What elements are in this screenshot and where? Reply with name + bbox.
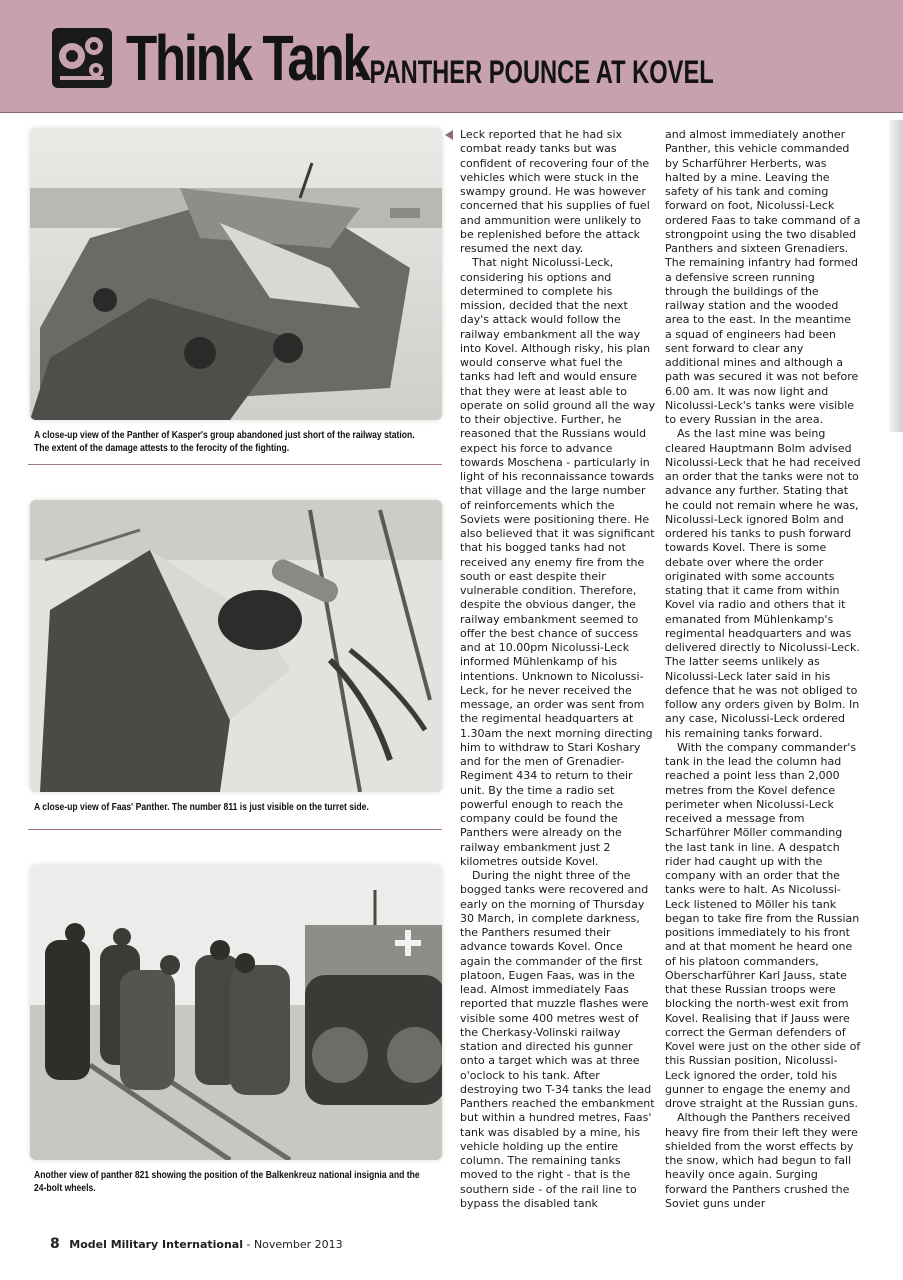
paragraph: During the night three of the bogged tanks were recovered and early on the morning of Thursday 30 March, in complete darkness, the Panthers resumed their advance towards Kovel. Once again the commander of the first platoon, Eugen Faas, was in the lead. Almost immediately Faas reported that muzzle flashes were visible some 400 metres west of the Cherkasy-Volinski railway station and directed his gunner onto a target which was at three o'oclock to his tank. After destroying two T-34 tanks the lead Panthers reached the embankment but within a hundred metres, Faas' tank was disabled by a mine, his vehicle holding up the entire column. The remaining tanks moved to the right - that is the southern side - of the rail line to bypass the disabled tank	[460, 869, 655, 1210]
magazine-name: Model Military International	[69, 1238, 243, 1251]
photo-panther-821	[30, 865, 442, 1160]
page-header	[0, 0, 903, 113]
page-edge	[889, 120, 903, 432]
issue-date: - November 2013	[246, 1238, 343, 1251]
divider	[28, 464, 442, 465]
divider	[28, 829, 442, 830]
gear-tank-logo-icon	[50, 26, 114, 90]
paragraph: As the last mine was being cleared Hauptmann Bolm advised Nicolussi-Leck that he had received an order that the tanks were not to advance any further. Stating that he could not remain where he was, Nicolussi-Leck ignored Bolm and ordered his tanks to push forward towards Kovel. There is some debate over where the order originated with some accounts stating that it came from within Kovel via radio and others that it emanated from Mühlenkamp's regimental headquarters and was delivered directly to Nicolussi-Leck. The latter seems unlikely as Nicolussi-Leck later said in his defence that he was not obliged to follow any orders given by Bolm. In any case, Nicolussi-Leck ordered his remaining tanks forward.	[665, 427, 861, 740]
continued-arrow-icon	[445, 130, 453, 140]
paragraph: Leck reported that he had six combat ready tanks but was confident of recovering four of the vehicles which were stuck in the swampy ground. He was however concerned that his supplies of fuel and ammunition were unlikely to be replenished before the attack resumed the next day.	[460, 128, 650, 255]
paragraph: Although the Panthers received heavy fire from their left they were shielded from the worst effects by the snow, which had begun to fall heavily once again. Surging forward the Panthers crushed the Soviet guns under	[665, 1111, 858, 1210]
page-number: 8	[50, 1236, 60, 1252]
figure-caption: A close-up view of the Panther of Kasper's group abandoned just short of the railway station. The extent of the damage attests to the ferocity of the fighting.	[34, 430, 415, 454]
paragraph: That night Nicolussi-Leck, considering his options and determined to complete his mission, decided that the next day's attack would follow the railway embankment all the way into Kovel. Although risky, his plan would conserve what fuel the tanks had left and would ensure that they were at least able to operate on solid ground all the way to their objective. Further, he reasoned that the Russians would expect his force to advance towards Moschena - particularly in light of his reconnaissance towards that village and the large number of reinforcements which the Soviets were positioning there. He also believed that it was significant that his bogged tanks had not received any enemy fire from the south or east despite their vulnerable condition. Therefore, despite the obvious danger, the railway embankment seemed to offer the best chance of success and at 10.00pm Nicolussi-Leck informed Mühlenkamp of his intentions. Unknown to Nicolussi-Leck, for he never received the message, an order was sent from the regimental headquarters at 1.30am the next morning directing him to withdraw to Stari Koshary and for the men of Grenadier-Regiment 434 to return to their unit. By the time a radio set powerful enough to reach the company could be found the Panthers were already on the railway embankment just 2 kilometres outside Kovel.	[460, 256, 656, 868]
article-column-2	[665, 128, 861, 1218]
figure-caption: Another view of panther 821 showing the position of the Balkenkreuz national insignia and the 24-bolt wheels.	[34, 1170, 420, 1194]
page-subtitle: - PANTHER POUNCE AT KOVEL	[355, 54, 714, 90]
photo-faas-panther	[30, 500, 442, 792]
article-column-1	[460, 128, 656, 1218]
paragraph: With the company commander's tank in the lead the column had reached a point less than 2,000 metres from the Kovel defence perimeter when Nicolussi-Leck received a message from Scharführer Möller commanding the last tank in line. A despatch rider had caught up with the company with an order that the tanks were to halt. As Nicolussi-Leck listened to Möller his tank began to take fire from the Russian positions immediately to his front and at that moment he heard one of his platoon commanders, Oberscharführer Karl Jauss, state that these Russian troops were blocking the north-west exit from Kovel. Realising that if Jauss were correct the German defenders of Kovel were just on the other side of this Russian position, Nicolussi-Leck ignored the order, told his gunner to engage the enemy and drove straight at the Russian guns.	[665, 740, 861, 1110]
figure-caption: A close-up view of Faas' Panther. The number 811 is just visible on the turret side.	[34, 802, 369, 813]
photo-kasper-panther	[30, 128, 442, 420]
page-footer	[50, 1236, 343, 1252]
page-title: Think Tank	[126, 22, 369, 94]
paragraph: and almost immediately another Panther, this vehicle commanded by Scharführer Herberts, was halted by a mine. Leaving the safety of his tank and coming forward on foot, Nicolussi-Leck ordered Faas to take command of a strongpoint using the two disabled Panthers and sixteen Grenadiers. The remaining infantry had formed a defensive screen running through the buildings of the railway station and the wooded area to the east. In the meantime a squad of engineers had been sent forward to clear any additional mines and although a path was secured it was not before 6.00 am. It was now light and Nicolussi-Leck's tanks were visible to every Russian in the area.	[665, 128, 861, 426]
